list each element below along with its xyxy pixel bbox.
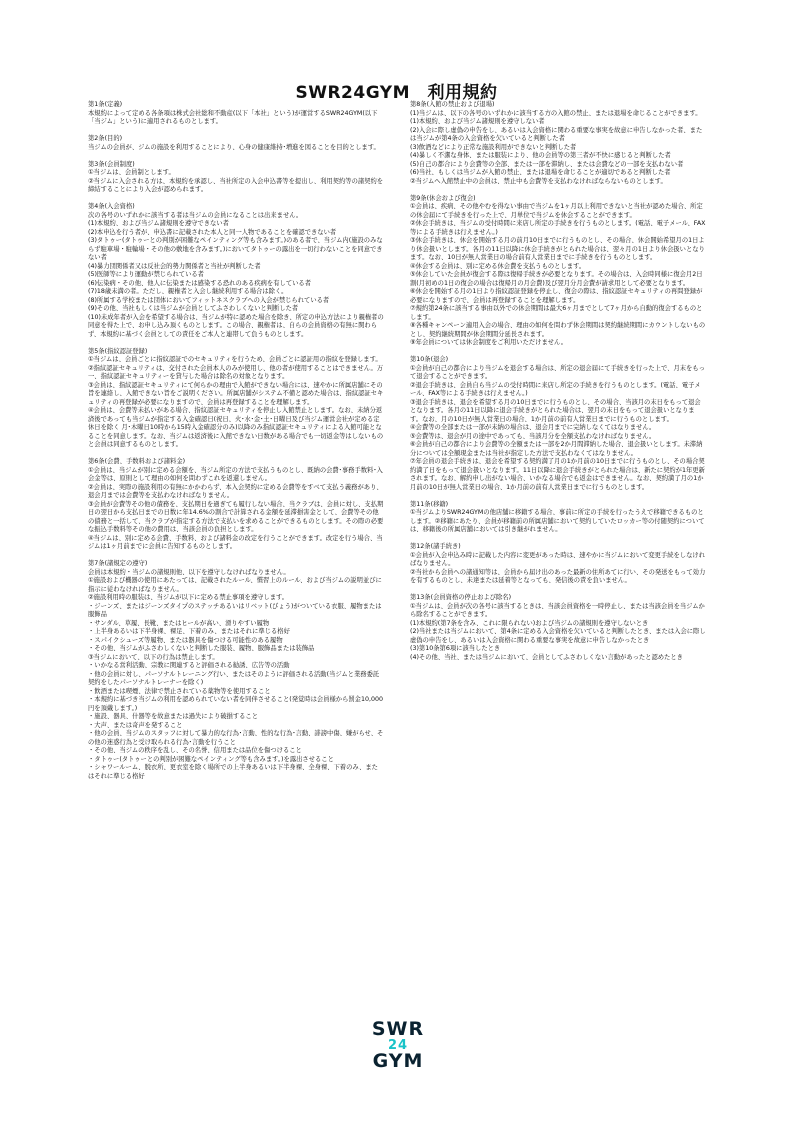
section-text: ⑦年会員の退会手続きは、退会を希望する契約満了月の1か月前の10日までに行うものとし、その場合契約満了日をもって退会扱いとなります。11日以降に退会手続きがとられた場合は、新たに契約が1年更新されます。なお、解約申し出がない場合、いかなる場合でも返金はできません。なお、契約満了月の1か月前の10日が無人営業日の場合、1か月前の前有人営業日までに行うものとします。	[410, 458, 705, 491]
section-text: (4)暴しく不潔な身体、または服装により、他の会員等の第三者が不快に感じると判断した者	[410, 152, 671, 159]
terms-right-column	[410, 101, 706, 671]
section-text: ・施設、器具、什器等を故意または過失により破損すること	[88, 713, 259, 720]
section-text: ②休会手続きは、当ジムの受付時間に来店し所定の手続きを行うものとします。(電話、電子メール、FAX等による手続きは行えません。)	[410, 220, 706, 236]
page-title: SWR24GYM 利用規約	[295, 83, 498, 103]
section-text: ・スパイクシューズ等履物、または器具を傷つける可能性のある履物	[88, 636, 283, 644]
section-heading: 第11条(移籍)	[410, 500, 449, 508]
section-text: (1)本規約、および当ジム諸規則を遵守できない者	[88, 220, 229, 227]
section-text: ②当社から会員への諸通知等は、会員から届け出のあった最新の住所あてに行い、その発送をもって効力を有するものとし、未達または延着等となっても、発信後の責を負いません。	[410, 568, 706, 584]
terms-left-column	[88, 101, 384, 790]
section-text: ⑨年会員については休会制度をご利用いただけません。	[410, 339, 568, 346]
section-text: ・タトゥー(タトゥーとの判別が困難なペインティング等も含みます。)を露出させること	[88, 755, 334, 763]
section-text: ④休会する会員は、別に定める休会費を支払うものとします。	[410, 262, 586, 270]
section-text: ①会員が自己の都合により当ジムを退会する場合は、所定の退会届にて手続きを行った上で、月末をもって退会することができます。	[410, 364, 705, 380]
terms-section	[88, 348, 384, 450]
section-text: ・大声、または奇声を発すること	[88, 721, 183, 729]
terms-section	[88, 458, 384, 552]
section-text: (3)第10条第6項に該当したとき	[410, 645, 501, 652]
terms-section	[88, 101, 384, 127]
section-text: ③会員は、指紋認証セキュリティにて何らかの理由で入館ができない場合には、速やかに所属店舗にその旨を連絡し、入館できない旨をご説明ください。所属店舗がシステム不備と認めた場合は、指紋認証セキュリティの再登録が必要になりますので、会員は再登録することを理解します。	[88, 381, 384, 406]
section-text: ⑦規約第24条に該当する事由以外での休会期間は最大6ヶ月までとして7ヶ月から自動的復会するものとします。	[410, 305, 703, 321]
terms-section	[410, 101, 706, 186]
section-text: (3)タトゥー(タトゥーとの判別が困難なペインティング等も含みます。)のある者で、当ジム内(施設のみならず駐車場・駐輪場・その他の敷地を含みます。)においてタトゥーの露出を一切行わないことを同意できない者	[88, 237, 383, 261]
section-heading: 第7条(諸規定の遵守)	[88, 560, 148, 567]
section-text: 次の各号のいずれかに該当する者は当ジムの会員になることは出来ません。	[88, 211, 303, 219]
section-heading: 第12条(諸手続き)	[410, 543, 461, 550]
section-heading: 第13条(会員資格の停止および除名)	[410, 594, 512, 601]
section-text: ③当ジムにおいて、以下の行為は禁止します。	[88, 653, 219, 661]
section-text: ・ジーンズ、またはジーンズタイプのステッチあるいはリベット(びょう)がついている衣服、履物または服飾品	[88, 602, 382, 618]
section-text: ・飲酒または喫煙、法律で禁止されている薬物等を使用すること	[88, 687, 271, 695]
section-text: ①当ジムよりSWR24GYMの他店舗に移籍する場合、事前に所定の手続を行ったうえで移籍できるものとします。②移籍にあたり、会員が移籍前の所属店舗において契約していたロッカー等の付随契約については、移籍後の所属店舗においては引き継がれません。	[410, 509, 705, 533]
section-heading: 第6条(会費、手数料および諸料金)	[88, 458, 186, 465]
section-text: ①会員は、疾病、その他やむを得ない事由で当ジムを1ヶ月以上利用できないと当社が認めた場合、所定の休会届にて手続きを行った上で、月単位で当ジムを休会することができます。	[410, 203, 703, 219]
section-text: (2)当社または当ジムにおいて、第4条に定める入会資格を欠いていると判断したとき、または入会に際し虚偽の申告をし、あるいは入会資格に関わる重要な事実を故意に申告しなかったとき	[410, 628, 706, 644]
terms-section	[88, 560, 384, 781]
section-text: (1)当ジムは、以下の各号のいずれかに該当する方の入館の禁止、または退場を命じることができます。(1)本規約、および当ジム諸規則を遵守しない者	[410, 109, 702, 125]
section-heading: 第8条(入館の禁止および退場)	[410, 101, 495, 108]
section-text: ・他の会員、当ジムのスタッフに対して暴力的な行為･言動、性的な行為･言動、誹謗中傷、嫌がらせ、その他の迷惑行為と受け取られる行為･言動を行うこと	[88, 730, 384, 746]
section-text: ⑥会員が自己の都合により会費等の全額または一部を2か月間滞納した場合、退会扱いとします。未滞納分については全額現金または当社が指定した方法で支払わなくてはなりません。	[410, 441, 703, 457]
section-text: (4)暴力団関係者又は反社会的勢力関係者と当社が判断した者	[88, 262, 261, 270]
section-text: ①当ジムは、会員制とします。	[88, 169, 175, 176]
terms-section	[88, 161, 384, 195]
logo-line-3: GYM	[372, 1050, 424, 1072]
section-text: ②施設利用時の服装は、当ジムが以下に定める禁止事項を遵守します。	[88, 594, 289, 601]
section-text: (7)18歳未満の者。ただし、親権者と入会し継続利用する場合は除く。	[88, 288, 288, 295]
section-text: ・いかなる営利活動、宗教に関連すると評価される勧誘、広告等の活動	[88, 662, 290, 669]
terms-section	[410, 594, 706, 662]
section-text: (10)未成年者が入会を希望する場合は、当ジムが特に認めた場合を除き、所定の申込方法により親権者の同意を得た上で、お申し込み頂くものとします。この場合、親権者は、自らの会員資格の有無に関わらず、本規約に基づく会員としての責任をご本人と連帯して負うものとします。	[88, 313, 384, 338]
section-text: ・サンダル、草履、長靴、またはヒールが高い、滑りやすい履物	[88, 619, 270, 627]
section-text: (8)所属する学校または団体においてフィットネスクラブへの入会が禁じられている者	[88, 296, 330, 304]
section-text: (3)飲酒などにより正常な施設利用ができないと判断した者	[410, 143, 577, 151]
section-heading: 第2条(目的)	[88, 135, 123, 142]
swr24gym-logo	[358, 1020, 438, 1071]
terms-section	[410, 356, 706, 492]
section-heading: 第5条(指紋認証登録)	[88, 347, 148, 355]
section-text: ・シャワールーム、脱衣所、更衣室を除く場所での上半身あるいは下半身裸、全身裸、下着のみ、またはそれに準じる格好	[88, 764, 378, 780]
section-text: ②当ジムへ入館禁止中の会員は、禁止中も会費等を支払わなければならないものとします。	[410, 177, 667, 185]
section-text: ①会員は、当ジムが別に定める会額を、当ジム所定の方法で支払うものとし、既納の会費･事務手数料･入会金等は、原則として理由の如何を問わずこれを返還しません。	[88, 466, 383, 482]
section-text: (2)本申込を行う者が、申込書に記載された本人と同一人物であることを確認できない者	[88, 228, 337, 236]
section-text: 当ジムの会員が、ジムの施設を利用することにより、心身の健康維持･増進を図ることを目的とします。	[88, 143, 380, 151]
section-text: ②会員は、実際の施設利用の有無にかかわらず、本入会契約に定める会費等をすべて支払う義務があり、退会月までは会費等を支払わなければなりません。	[88, 483, 383, 499]
section-text: ①施設および機器の使用にあたっては、記載されたルール、慣習上のルール、および当ジムの説明並びに指示に従わなければなりません。	[88, 577, 382, 593]
section-text: ⑥休会を開始する月の1日より指紋認証登録を停止し、復会の際は、指紋認証セキュリティの再問登録が必要になりますので、会員は再登録することを理解します。	[410, 288, 703, 304]
terms-section	[410, 543, 706, 586]
section-heading: 第1条(定義)	[88, 101, 123, 108]
section-text: ②当ジムに入会される方は、本規約を承認し、当社所定の入会申込書等を提出し、利用契約等の諸契約を締結することにより入会が認められます。	[88, 177, 384, 193]
section-text: ⑤休会していた会員が復会する際は復帰手続きが必要となります。その場合は、入会時同様に復会月2日割(月初めの1日の復会の場合は復帰月の月会費)及び翌月分月会費が請求用として必要となります。	[410, 271, 703, 287]
terms-section	[410, 501, 706, 535]
section-text: (4)その他、当社、または当ジムにおいて、会員としてふさわしくない言動があったと認めたとき	[410, 653, 683, 661]
terms-section	[88, 135, 384, 152]
section-text: ②退会手続きは、会員自ら当ジムの受付時間に来店し所定の手続きを行うものとします。(電話、電子メール、FAX等による手続きは行えません。)	[410, 381, 701, 397]
section-text: ④会費等の全部または一部が未納の場合は、退会月までに完納しなくてはなりません。	[410, 424, 656, 431]
section-heading: 第4条(入会資格)	[88, 203, 135, 210]
section-heading: 第9条(休会および復会)	[410, 194, 476, 202]
section-text: ④会員は、会費等未払いがある場合、指紋認証セキュリティを停止し入館禁止とします。なお、未納分返済後であっても当ジムが指定する入金確認日(祝日、火･水･金･土･日曜日及び当ジム運営会社が定める定休日を除く 月･木曜日10時から15時入金確認分のみ)以降のみ指紋認証セキュリティによる入館可能となることを同意します。なお、当ジムは返済後に入館できない日数がある場合でも一切返金等はしないものと会員は同意するものとします。	[88, 407, 384, 448]
section-text: (5)医師等により運動が禁じられている者	[88, 271, 204, 278]
section-text: (9)その他、当社もしくは当ジムが会員としてふさわしくないと判断した者	[88, 305, 299, 312]
section-text: ①当ジムは、会員ごとに指紋認証でのセキュリティを行うため、会員ごとに認証用の指紋を登録します。	[88, 356, 382, 363]
section-text: ⑧各種キャンペーン適用入会の場合、理由の如何を問わず休会期間は契約継続期間にカウントしないものとし、契約継続期間が休会期間分延長されます。	[410, 322, 706, 338]
section-text: ③休会手続きは、休会を開始する月の前月10日までに行うものとし、その場合、休会開始希望月の1日より休会扱いとします。各月の11日以降に休会手続きがとられた場合は、翌々月の1日より休会扱いとなります。なお、10日が無人営業日の場合前有人営業日までに手続きを行うものとします。	[410, 237, 705, 261]
section-text: ⑤会費等は、退会が月の途中であっても、当該月分を全額支払わなければなりません。	[410, 432, 656, 440]
section-text: ・その他、当ジムの秩序を乱し、その名誉、信用または品位を傷つけること	[88, 747, 302, 754]
section-text: 会員は本規約・当ジムの諸規則他、以下を遵守しなければなりません。	[88, 568, 290, 576]
terms-section	[88, 203, 384, 339]
logo-line-1: SWR	[371, 1018, 425, 1040]
logo-line-2: 24	[387, 1038, 409, 1053]
section-text: ・その他、当ジムがふさわしくないと判断した服装、履物、服飾品または装飾品	[88, 645, 315, 652]
section-text: ①当ジムは、会員が次の各号に該当するときは、当該会員資格を一時停止し、または当該会員を当ジムから除名することができます。	[410, 602, 705, 618]
section-heading: 第3条(会員制度)	[88, 160, 135, 168]
section-heading: 第10条(退会)	[410, 356, 449, 363]
section-text: (6)当社、もしくは当ジムが入館の禁止、または退場を命じることが適切であると判断した者	[410, 169, 671, 176]
section-text: ①会員が入会申込み時に記載した内容に変更があった時は、速やかに当ジムにおいて変更手続をしなければなりません。	[410, 551, 705, 567]
section-text: ②指紋認証セキュリティは、交付された会員本人のみが使用し、他の者が使用することはできません。万一、指紋認証セキュリティーを貸与した場合は除名の対象となります。	[88, 364, 384, 380]
section-text: ④当ジムは、別に定める会費、手数料、および諸料金の改定を行うことができます。改定を行う場合、当ジムは1ヶ月前までに会員に告知するものとします。	[88, 534, 383, 550]
section-text: ③会員が会費等その他の債務を、支払期日を過ぎても履行しない場合、当クラブは、会員に対し、支払期日の翌日から支払日までの日数に年14.6%の割合で計算される金額を延滞損害金として、会費等その他の債務と一括して、当クラブが指定する方法で支払いを求めることができるものとします。その際の必要な振込手数料等その他の費用は、当該会員の負担とします。	[88, 500, 384, 533]
section-text: (2)入会に際し虚偽の申告をし、あるいは入会資格に関わる重要な事実を故意に申告しなかった者、または当ジムが第4条の入会資格を欠いていると判断した者	[410, 126, 703, 142]
section-text: ・上半身あるいは下半身裸、裸足、下着のみ、またはそれに準じる格好	[88, 628, 290, 635]
terms-section	[410, 195, 706, 348]
section-text: 本規約によって定める各条項は株式会社総和不動産(以下「本社」という)が運営するSWR24GYM(以下「当ジム」という)に適用されるものとします。	[88, 109, 378, 125]
section-text: (6)伝染病・その他、他人に伝染または感染する恐れのある疾病を有している者	[88, 279, 312, 287]
section-text: ・他の会員に対し、パーソナルトレーニング行い、またはそのように評価される活動(当ジムと業務委託契約をしたパーソナルトレーナーを除く)	[88, 670, 380, 686]
section-text: (1)本規約(第7条を含み、これに限られない)および当ジムの諸規則を遵守しないとき	[410, 619, 649, 627]
section-text: (5)自己の都合により会費等の全部、または一部を滞納し、または会費などの一部を支払わない者	[410, 160, 684, 168]
section-text: ③退会手続きは、退会を希望する月の10日までに行うものとし、その場合、当該月の末日をもって退会となります。各月の11日以降に退会手続きがとられた場合は、翌月の末日をもって退会扱いとなります。なお、月の10日が無人営業日の場合、1か月前の前有人営業日までに行うものとします。	[410, 398, 701, 423]
section-text: ・本規約に基づき当ジムの利用を認められていない者を同伴させること(発覚時は会員様から罰金10,000円を頂戴します。)	[88, 696, 384, 712]
